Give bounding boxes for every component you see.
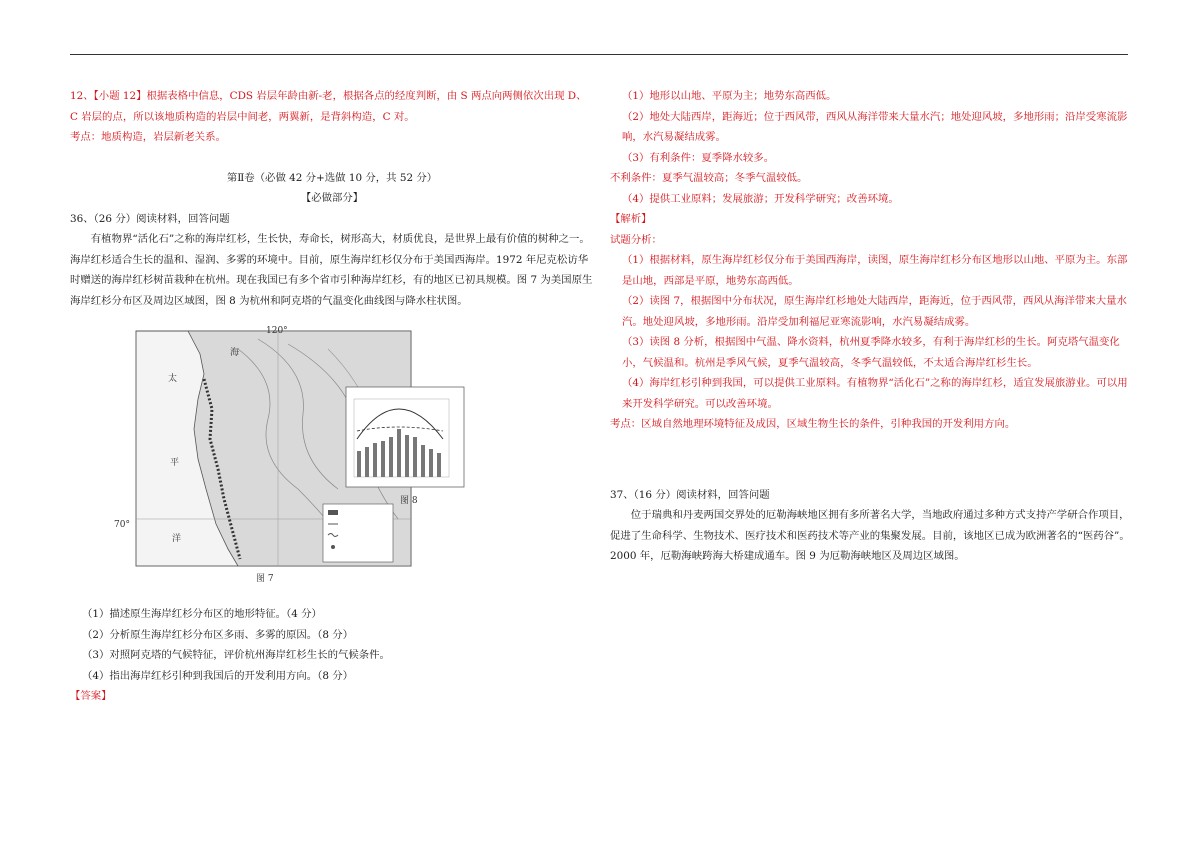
right-column (610, 86, 1130, 567)
map-label-ping: 平 (170, 458, 180, 468)
figure-7-8 (114, 319, 468, 594)
question-3: （3）对照阿克塔的气候特征，评价杭州海岸红杉生长的气候条件。 (82, 649, 390, 661)
question-2: （2）分析原生海岸红杉分布区多雨、多雾的原因。（8 分） (82, 628, 354, 641)
section-subtitle: 【必做部分】 (300, 192, 364, 204)
q36-material: 有植物界“活化石”之称的海岸红杉，生长快，寿命长，树形高大，材质优良，是世界上最有价值的树种之一。海岸红杉适合生长的温和、湿润、多雾的环境中。目前，原生海岸红杉仅分布于美国西海岸。1972 年尼克松访华时赠送的海岸红杉树苗栽种在杭州。现在我国已有多个省市引种海岸红杉，有的地区已初具规模。图 7 为美国原生海岸红杉分布区及周边区域图，图 8 为杭州和阿克塔的气温变化曲线图与降水柱状图。 (70, 233, 593, 307)
analysis-2: （2）读图 7，根据图中分布状况，原生海岸红杉地处大陆西岸，距海近，位于西风带，西风从海洋带来大量水汽。地处迎风坡，多地形雨。沿岸受加利福尼亚寒流影响，水汽易凝结成雾。 (622, 295, 1127, 328)
q12-kaodian: 考点：地质构造，岩层新老关系。 (70, 131, 226, 143)
analysis-3: （3）读图 8 分析，根据图中气温、降水资料，杭州夏季降水较多，有利于海岸红杉的生长。阿克塔气温变化小，气候温和。杭州是季风气候，夏季气温较高，冬季气温较低，不太适合海岸红杉生长。 (622, 336, 1120, 369)
answer-1: （1）地形以山地、平原为主；地势东高西低。 (622, 90, 837, 102)
answer-2: （2）地处大陆西岸，距海近；位于西风带，西风从海洋带来大量水汽；地处迎风坡，多地形雨；沿岸受寒流影响，水汽易凝结成雾。 (622, 110, 1128, 143)
shiti-label: 试题分析： (610, 233, 662, 246)
map-label-yang: 洋 (172, 534, 182, 544)
q36-heading: 36、（26 分）阅读材料，回答问题 (70, 212, 230, 225)
answer-4: （4）提供工业原料；发展旅游；开发科学研究；改善环境。 (622, 192, 899, 205)
kaodian: 考点：区域自然地理环境特征及成因，区域生物生长的条件，引种我国的开发利用方向。 (610, 418, 1016, 430)
q37-material-2: 2000 年，厄勒海峡跨海大桥建成通车。图 9 为厄勒海峡地区及周边区域图。 (610, 550, 965, 562)
map-label-tai: 太 (168, 374, 178, 384)
map-label-hai: 海 (230, 348, 240, 358)
q37-material: 位于瑞典和丹麦两国交界处的厄勒海峡地区拥有多所著名大学，当地政府通过多种方式支持产学研合作项目，促进了生命科学、生物技术、医疗技术和医药技术等产业的集聚发展。目前，该地区已成为欧洲著名的“医药谷”。 (610, 509, 1130, 542)
header-rule (70, 54, 1128, 55)
analysis-4: （4）海岸红杉引种到我国，可以提供工业原料。有植物界“活化石”之称的海岸红杉，适宜发展旅游业。可以用来开发科学研究。可以改善环境。 (622, 377, 1128, 410)
section-title: 第Ⅱ卷（必做 42 分+选做 10 分，共 52 分） (226, 171, 438, 184)
lon-label: 120° (266, 326, 288, 336)
answer-3: （3）有利条件：夏季降水较多。 (622, 151, 775, 164)
left-column (70, 86, 594, 707)
question-4: （4）指出海岸红杉引种到我国后的开发利用方向。（8 分） (82, 669, 354, 682)
lat-label: 70° (114, 520, 130, 530)
jiexi-label: 【解析】 (610, 213, 652, 225)
q12-explanation: 12、【小题 12】根据表格中信息，CDS 岩层年龄由新-老，根据各点的经度判断，由 S 两点向两侧依次出现 D、C 岩层的点，所以该地质构造的岩层中间老，两翼新，是背斜构造，C 对。 (70, 90, 587, 123)
question-1: （1）描述原生海岸红杉分布区的地形特征。（4 分） (82, 608, 322, 620)
q37-heading: 37、（16 分）阅读材料，回答问题 (610, 488, 770, 501)
answer-3b: 不利条件：夏季气温较高；冬季气温较低。 (610, 172, 808, 184)
fig7-caption: 图 7 (256, 574, 274, 584)
analysis-1: （1）根据材料，原生海岸红杉仅分布于美国西海岸，读图，原生海岸红杉分布区地形以山地、平原为主。东部是山地，西部是平原，地势东高西低。 (622, 254, 1128, 287)
fig8-caption: 图 8 (400, 496, 418, 506)
answer-label: 【答案】 (70, 690, 112, 702)
